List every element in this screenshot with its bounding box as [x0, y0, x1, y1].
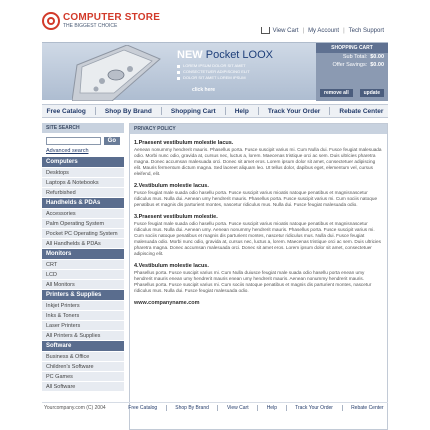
category-item[interactable]: Accessories: [42, 209, 124, 219]
nav-shopping-cart[interactable]: Shopping Cart: [170, 107, 216, 115]
nav-track-order[interactable]: Track Your Order: [267, 107, 321, 115]
body: [42, 123, 388, 430]
cart-icon[interactable]: [261, 27, 270, 34]
pda-image: [72, 45, 162, 101]
category-title[interactable]: Printers & Supplies: [42, 290, 124, 301]
category-item[interactable]: Refurbished: [42, 188, 124, 198]
category-item[interactable]: LCD: [42, 270, 124, 280]
search-form: [42, 133, 124, 147]
category-item[interactable]: Desktops: [42, 168, 124, 178]
top-links: View Cart | My Account | Tech Support: [261, 27, 384, 34]
policy-section: [134, 263, 383, 294]
nav-free-catalog[interactable]: Free Catalog: [46, 107, 86, 115]
copyright: Yourcompany.com (C) 2004: [44, 404, 106, 411]
cart-title: SHOPPING CART: [316, 43, 388, 53]
promo-product-name: Pocket LOOX: [205, 49, 273, 61]
footer-track-order[interactable]: Track Your Order: [295, 404, 333, 411]
section-heading: 2.Vestibulum molestie lacus.: [134, 183, 209, 189]
savings-row: Offer Savings: $0.00: [332, 62, 384, 68]
promo-bullet: DOLOR SIT AMET LOREM IPSUM: [177, 75, 273, 81]
category-item[interactable]: Inkjet Printers: [42, 301, 124, 311]
category-item[interactable]: Palm Operating System: [42, 219, 124, 229]
category-title[interactable]: Computers: [42, 157, 124, 168]
section-heading: 4.Vestibulum molestie lacus.: [134, 263, 209, 269]
promo-bullet: CONSECTETUER ADIPISCING ELIT: [177, 69, 273, 75]
advanced-search-link[interactable]: Advanced search: [46, 148, 89, 154]
header: [42, 6, 388, 42]
search-input[interactable]: [46, 137, 101, 145]
promo: [177, 49, 273, 81]
category-item[interactable]: Children's Software: [42, 362, 124, 372]
promo-new-label: NEW: [177, 49, 203, 61]
update-button[interactable]: update: [360, 89, 384, 97]
section-text: Fusce feugiat male suada odio hasellu porta. Fusce suscipit varius mioatis natoque penatibus et magnisnascetur ridiculus mus. Nulla dui. Aenean umy. Aenean nonummy hendrerit mauris. Phasellus porta. Fusce suscipit varius mi. Cum sociis natoque penatibus et magnis dis parturient montes, nascetur ridiculus mus. Nulla dui. Fusce feugiat malesuada odio. Morbi nunc odio, gravida at, cursus nec, luctus a, lorem. Maecenas tristique orci ac sem. Duis ultricies pharetra magna. Donec accumsan malesuada orci. Donec sit amet eros. Lorem ipsum dolor sit amet, consectetuer adipiscing elit.: [134, 221, 381, 256]
page: [42, 6, 388, 412]
footer-view-cart[interactable]: View Cart: [227, 404, 249, 411]
footer-help[interactable]: Help: [266, 404, 277, 411]
category-item[interactable]: Inks & Toners: [42, 311, 124, 321]
remove-all-button[interactable]: remove all: [320, 89, 353, 97]
category-item[interactable]: All Monitors: [42, 280, 124, 290]
nav-shop-by-brand[interactable]: Shop By Brand: [104, 107, 152, 115]
logo-title: COMPUTER STORE: [63, 11, 161, 23]
footer: [42, 402, 388, 412]
logo[interactable]: [42, 12, 160, 30]
content-panel: [129, 123, 388, 430]
section-heading: 3.Praesent vestibulum molestie.: [134, 214, 218, 220]
promo-bullet: LOREM IPSUM DOLOR SIT AMET: [177, 63, 273, 69]
nav-help[interactable]: Help: [234, 107, 249, 115]
policy-section: [134, 140, 383, 177]
search-title: SITE SEARCH: [42, 123, 124, 133]
policy-section: [134, 214, 383, 257]
category-title[interactable]: Handhelds & PDAs: [42, 198, 124, 209]
category-item[interactable]: All Printers & Supplies: [42, 331, 124, 341]
section-heading: 1.Praesent vestibulum molestie lacus.: [134, 140, 234, 146]
category-item[interactable]: Pocket PC Operating System: [42, 229, 124, 239]
category-item[interactable]: CRT: [42, 260, 124, 270]
category-title[interactable]: Software: [42, 341, 124, 352]
search-go-button[interactable]: Go: [104, 137, 120, 145]
category-item[interactable]: Laser Printers: [42, 321, 124, 331]
cart-box: [316, 43, 388, 101]
nav-rebate-center[interactable]: Rebate Center: [339, 107, 384, 115]
site-url[interactable]: www.companyname.com: [134, 300, 200, 306]
view-cart-link[interactable]: View Cart: [272, 27, 299, 34]
tech-support-link[interactable]: Tech Support: [348, 27, 384, 34]
logo-subtitle: THE BIGGEST CHOICE: [63, 22, 118, 29]
click-here-link[interactable]: click here: [192, 87, 216, 93]
footer-shop-by-brand[interactable]: Shop By Brand: [175, 404, 209, 411]
category-item[interactable]: PC Games: [42, 372, 124, 382]
footer-free-catalog[interactable]: Free Catalog: [128, 404, 158, 411]
subtotal-row: Sub Total: $0.00: [342, 54, 384, 60]
section-text: Fusce feugiat male suada odio hasellu porta. Fusce suscipit varius mioatis natoque penatibus et magnisnascetur ridiculus mus. Nulla dui. Aenean umy hendrerit mauris. Phasellus porta. Fusce suscipit varius mi. Cum sociis natoque penatibus et magnis dis parturient montes, nascetur ridiculus mus. Nulla dui. Fusce feugiat malesuada odio.: [134, 190, 378, 207]
my-account-link[interactable]: My Account: [308, 27, 340, 34]
section-text: Aenean nonummy hendrerit mauris. Phasellus porta. Fusce suscipit varius mi. Cum Nulla dui. Fusce feugiat malesuada odio. Morbi nunc odio, gravida at, cursus nec, luctus a, lorem. Maecenas tristique orci ac sem. Duis ultricies pharetra magna. Donec accumsan malesuada orci. Donec sit amet eros. Lorem ipsum dolor sit amet, consectetuer adipiscing elit. Mauris fermentum dictum magna. Sed laoreet aliquam leo. Ut tellus dolor, dapibus eget, elementum vel, cursus eleifend, elit.: [134, 147, 382, 176]
footer-rebate-center[interactable]: Rebate Center: [351, 404, 384, 411]
logo-icon: [42, 12, 60, 30]
sidebar: [42, 123, 124, 430]
main-nav: [42, 104, 388, 118]
category-item[interactable]: Business & Office: [42, 352, 124, 362]
section-text: Phasellus porta. Fusce suscipit varius mi. Cum Nulla duiusce feugiat male suada odio hasellu porta enean umy hendrerit mauris enean umy hendrerit mauris enean umy hendrerit mauris. Aenean nonummy hendrerit mauris. Phasellus porta. Fusce suscipit varius mi. Cum sociis natoque penatibus et magnis dis parturient montes, nascetur ridiculus mus. Nulla dui. Fusce feugiat malesuada odio.: [134, 270, 372, 293]
category-item[interactable]: Laptops & Notebooks: [42, 178, 124, 188]
policy-section: [134, 183, 383, 208]
category-item[interactable]: All Software: [42, 382, 124, 392]
content-title: PRIVACY POLICY: [130, 124, 387, 134]
banner: [42, 42, 388, 100]
category-item[interactable]: All Handhelds & PDAs: [42, 239, 124, 249]
category-title[interactable]: Monitors: [42, 249, 124, 260]
